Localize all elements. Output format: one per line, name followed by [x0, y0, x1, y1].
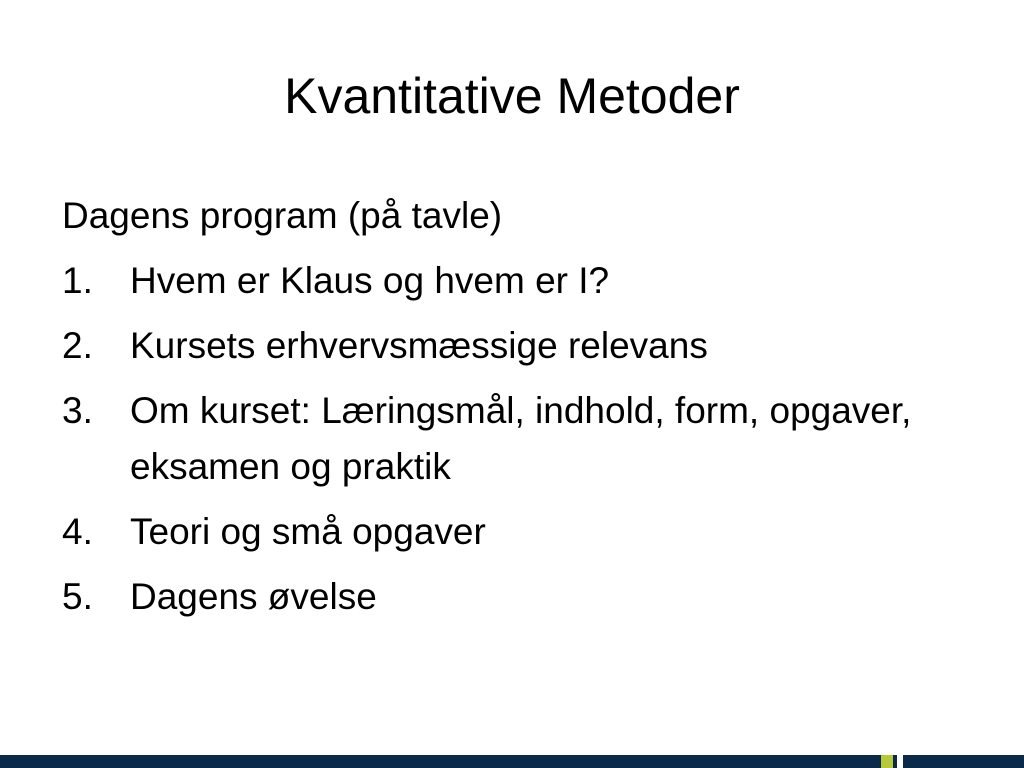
- item-text: Teori og små opgaver: [130, 511, 486, 552]
- list-item: [62, 383, 962, 495]
- item-number: 4.: [62, 511, 93, 552]
- footer-bar: [0, 755, 1024, 768]
- slide-body: [62, 188, 962, 634]
- slide-title: Kvantitative Metoder: [284, 68, 740, 124]
- intro-line: Dagens program (på tavle): [62, 195, 503, 236]
- item-number: 3.: [62, 390, 93, 431]
- footer-accent-green: [881, 755, 893, 768]
- item-text: Hvem er Klaus og hvem er I?: [130, 260, 610, 301]
- list-item: [62, 569, 962, 625]
- item-number: 5.: [62, 576, 93, 617]
- list-item: [62, 504, 962, 560]
- item-text: Kursets erhvervsmæssige relevans: [130, 325, 708, 366]
- item-text: Dagens øvelse: [130, 576, 377, 617]
- agenda-list: [62, 253, 962, 625]
- item-text: Om kurset: Læringsmål, indhold, form, opgaver, eksamen og praktik: [130, 390, 912, 487]
- list-item: [62, 253, 962, 309]
- item-number: 1.: [62, 260, 93, 301]
- item-number: 2.: [62, 325, 93, 366]
- footer-accent-white: [897, 755, 903, 768]
- list-item: [62, 318, 962, 374]
